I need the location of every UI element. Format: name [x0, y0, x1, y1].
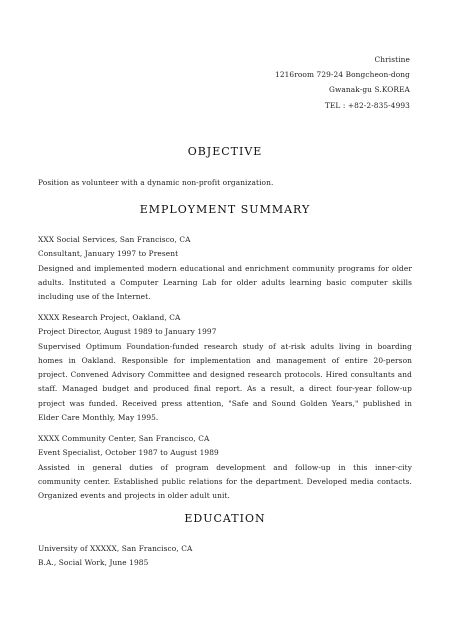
job-description-line: Supervised Optimum Foundation-funded research study of at-risk adults living in boarding — [38, 341, 412, 351]
education-school: University of XXXXX, San Francisco, CA — [38, 544, 193, 553]
job-description-line: homes in Oakland. Responsible for implementation and management of entire 20-person — [38, 355, 412, 365]
job-org: XXX Social Services, San Francisco, CA — [38, 235, 191, 244]
job-description-line: Designed and implemented modern educational and enrichment community programs for older — [38, 263, 412, 273]
job-entry-1 — [38, 233, 412, 304]
job-description-line: Elder Care Monthly, May 1995. — [38, 413, 159, 423]
contact-name: Christine — [374, 55, 410, 64]
education-degree: B.A., Social Work, June 1985 — [38, 558, 149, 568]
job-description-line: staff. Managed budget and produced final report. As a result, a direct four-year follow-up — [38, 384, 412, 394]
job-entry-2 — [38, 311, 412, 425]
objective-text: Position as volunteer with a dynamic non-profit organization. — [38, 178, 274, 187]
contact-address-line1: 1216room 729-24 Bongcheon-dong — [275, 70, 410, 80]
job-org: XXXX Research Project, Oakland, CA — [38, 313, 181, 322]
job-description-line: project was funded. Received press attention, "Safe and Sound Golden Years," published in — [38, 398, 412, 408]
contact-phone: TEL : +82-2-835-4993 — [324, 100, 410, 110]
job-role: Consultant, January 1997 to Present — [38, 249, 179, 259]
education-entry — [38, 542, 412, 571]
job-description-line: Organized events and projects in older adult unit. — [38, 491, 230, 501]
employment-heading: EMPLOYMENT SUMMARY — [139, 203, 311, 216]
objective-heading: OBJECTIVE — [187, 145, 263, 158]
job-role: Project Director, August 1989 to January 1997 — [38, 327, 217, 337]
education-heading: EDUCATION — [184, 512, 266, 525]
job-org: XXXX Community Center, San Francisco, CA — [38, 434, 210, 443]
job-description-line: including use of the Internet. — [38, 292, 151, 302]
contact-address-line2: Gwanak-gu S.KOREA — [328, 85, 410, 95]
job-description-line: adults. Instituted a Computer Learning Lab for older adults learning basic computer skills — [38, 277, 412, 287]
job-entry-3 — [38, 432, 412, 503]
job-description-line: Assisted in general duties of program development and follow-up in this inner-city — [38, 462, 412, 472]
job-description-line: project. Convened Advisory Committee and designed research protocols. Hired consultants and — [38, 370, 412, 380]
contact-block — [275, 52, 410, 113]
job-description-line: community center. Established public relations for the department. Developed media contacts. — [38, 476, 412, 486]
job-role: Event Specialist, October 1987 to August 1989 — [38, 448, 219, 458]
